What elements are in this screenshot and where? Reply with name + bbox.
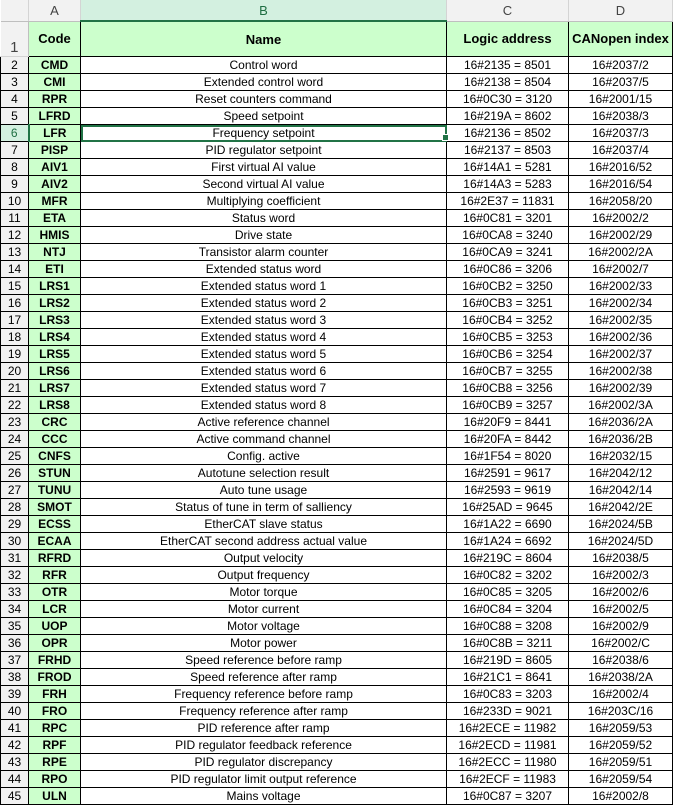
- code-cell[interactable]: FRHD: [29, 652, 81, 669]
- canopen-index-cell[interactable]: 16#2038/3: [569, 108, 673, 125]
- canopen-index-cell[interactable]: 16#2002/4: [569, 686, 673, 703]
- name-cell[interactable]: Config. active: [81, 448, 447, 465]
- code-cell[interactable]: LRS8: [29, 397, 81, 414]
- canopen-index-cell[interactable]: 16#2002/33: [569, 278, 673, 295]
- table-header-row: [1, 21, 673, 57]
- name-cell[interactable]: Reset counters command: [81, 91, 447, 108]
- logic-address-cell[interactable]: 16#20F9 = 8441: [447, 414, 569, 431]
- logic-address-cell[interactable]: 16#1A22 = 6690: [447, 516, 569, 533]
- logic-address-cell[interactable]: 16#1A24 = 6692: [447, 533, 569, 550]
- name-cell[interactable]: PID reference after ramp: [81, 720, 447, 737]
- code-cell[interactable]: CMI: [29, 74, 81, 91]
- name-cell[interactable]: Motor current: [81, 601, 447, 618]
- canopen-index-cell[interactable]: 16#2002/29: [569, 227, 673, 244]
- table-row: [1, 397, 673, 414]
- logic-address-cell[interactable]: 16#1F54 = 8020: [447, 448, 569, 465]
- canopen-index-cell[interactable]: 16#2037/2: [569, 57, 673, 74]
- name-cell[interactable]: Motor power: [81, 635, 447, 652]
- row-number[interactable]: 10: [1, 193, 29, 210]
- canopen-index-cell[interactable]: 16#2059/54: [569, 771, 673, 788]
- code-cell[interactable]: FRO: [29, 703, 81, 720]
- table-row: [1, 499, 673, 516]
- logic-address-cell[interactable]: 16#20FA = 8442: [447, 431, 569, 448]
- row-number[interactable]: 34: [1, 601, 29, 618]
- canopen-index-cell[interactable]: 16#2059/52: [569, 737, 673, 754]
- code-cell[interactable]: LCR: [29, 601, 81, 618]
- code-cell[interactable]: ETA: [29, 210, 81, 227]
- logic-address-cell[interactable]: 16#0CA8 = 3240: [447, 227, 569, 244]
- name-cell[interactable]: PID regulator setpoint: [81, 142, 447, 159]
- canopen-index-cell[interactable]: 16#203C/16: [569, 703, 673, 720]
- row-number[interactable]: 40: [1, 703, 29, 720]
- column-header-b[interactable]: B: [81, 0, 447, 21]
- logic-address-cell[interactable]: 16#25AD = 9645: [447, 499, 569, 516]
- canopen-index-cell[interactable]: 16#2002/6: [569, 584, 673, 601]
- row-number[interactable]: 6: [1, 125, 29, 142]
- code-cell[interactable]: LRS4: [29, 329, 81, 346]
- table-row: [1, 142, 673, 159]
- canopen-index-cell[interactable]: 16#2002/C: [569, 635, 673, 652]
- logic-address-cell[interactable]: 16#0CB2 = 3250: [447, 278, 569, 295]
- row-number[interactable]: 3: [1, 74, 29, 91]
- canopen-index-cell[interactable]: 16#2002/39: [569, 380, 673, 397]
- table-row: [1, 448, 673, 465]
- table-row: [1, 329, 673, 346]
- code-cell[interactable]: LRS3: [29, 312, 81, 329]
- logic-address-cell[interactable]: 16#0CB4 = 3252: [447, 312, 569, 329]
- name-cell[interactable]: Drive state: [81, 227, 447, 244]
- name-cell[interactable]: PID regulator discrepancy: [81, 754, 447, 771]
- logic-address-cell[interactable]: 16#219C = 8604: [447, 550, 569, 567]
- logic-address-cell[interactable]: 16#0C86 = 3206: [447, 261, 569, 278]
- code-cell[interactable]: ECAA: [29, 533, 81, 550]
- canopen-index-cell[interactable]: 16#2037/3: [569, 125, 673, 142]
- row-number[interactable]: 11: [1, 210, 29, 227]
- code-cell[interactable]: RPE: [29, 754, 81, 771]
- table-row: [1, 244, 673, 261]
- code-cell[interactable]: OPR: [29, 635, 81, 652]
- code-cell[interactable]: RFR: [29, 567, 81, 584]
- name-cell[interactable]: Autotune selection result: [81, 465, 447, 482]
- logic-address-cell[interactable]: 16#0CB9 = 3257: [447, 397, 569, 414]
- row-number[interactable]: 2: [1, 57, 29, 74]
- row-number[interactable]: 45: [1, 788, 29, 805]
- row-number[interactable]: 35: [1, 618, 29, 635]
- logic-address-cell[interactable]: 16#2593 = 9619: [447, 482, 569, 499]
- name-cell[interactable]: Motor voltage: [81, 618, 447, 635]
- row-number[interactable]: 4: [1, 91, 29, 108]
- name-cell[interactable]: Extended control word: [81, 74, 447, 91]
- logic-address-cell[interactable]: 16#0C30 = 3120: [447, 91, 569, 108]
- name-cell[interactable]: Frequency reference before ramp: [81, 686, 447, 703]
- name-cell[interactable]: Active reference channel: [81, 414, 447, 431]
- logic-address-cell[interactable]: 16#2ECD = 11981: [447, 737, 569, 754]
- table-row: [1, 482, 673, 499]
- row-number[interactable]: 15: [1, 278, 29, 295]
- row-number[interactable]: 8: [1, 159, 29, 176]
- logic-address-cell[interactable]: 16#0C82 = 3202: [447, 567, 569, 584]
- canopen-index-cell[interactable]: 16#2042/2E: [569, 499, 673, 516]
- canopen-index-cell[interactable]: 16#2037/4: [569, 142, 673, 159]
- logic-address-cell[interactable]: 16#0C83 = 3203: [447, 686, 569, 703]
- logic-address-cell[interactable]: 16#2137 = 8503: [447, 142, 569, 159]
- code-cell[interactable]: RPF: [29, 737, 81, 754]
- row-number[interactable]: 25: [1, 448, 29, 465]
- name-cell[interactable]: Extended status word 7: [81, 380, 447, 397]
- code-cell[interactable]: PISP: [29, 142, 81, 159]
- code-cell[interactable]: LRS7: [29, 380, 81, 397]
- table-row: [1, 754, 673, 771]
- canopen-index-cell[interactable]: 16#2002/2A: [569, 244, 673, 261]
- name-cell[interactable]: Mains voltage: [81, 788, 447, 805]
- logic-address-cell[interactable]: 16#2ECE = 11982: [447, 720, 569, 737]
- logic-address-cell[interactable]: 16#0C88 = 3208: [447, 618, 569, 635]
- table-row: [1, 584, 673, 601]
- code-cell[interactable]: LFR: [29, 125, 81, 142]
- header-name[interactable]: Name: [81, 21, 447, 57]
- logic-address-cell[interactable]: 16#219A = 8602: [447, 108, 569, 125]
- name-cell[interactable]: Extended status word 5: [81, 346, 447, 363]
- row-number[interactable]: 38: [1, 669, 29, 686]
- code-cell[interactable]: LRS1: [29, 278, 81, 295]
- table-row: [1, 516, 673, 533]
- table-row: [1, 652, 673, 669]
- code-cell[interactable]: OTR: [29, 584, 81, 601]
- code-cell[interactable]: AIV2: [29, 176, 81, 193]
- code-cell[interactable]: RPR: [29, 91, 81, 108]
- name-cell[interactable]: Status of tune in term of salliency: [81, 499, 447, 516]
- code-cell[interactable]: FROD: [29, 669, 81, 686]
- canopen-index-cell[interactable]: 16#2002/38: [569, 363, 673, 380]
- row-number[interactable]: 31: [1, 550, 29, 567]
- code-cell[interactable]: UOP: [29, 618, 81, 635]
- canopen-index-cell[interactable]: 16#2058/20: [569, 193, 673, 210]
- logic-address-cell[interactable]: 16#0C84 = 3204: [447, 601, 569, 618]
- row-number[interactable]: 23: [1, 414, 29, 431]
- table-row: [1, 227, 673, 244]
- code-cell[interactable]: CNFS: [29, 448, 81, 465]
- table-row: [1, 618, 673, 635]
- table-row: [1, 669, 673, 686]
- code-cell[interactable]: RFRD: [29, 550, 81, 567]
- table-row: [1, 210, 673, 227]
- row-number[interactable]: 14: [1, 261, 29, 278]
- name-cell[interactable]: Extended status word 8: [81, 397, 447, 414]
- table-row: [1, 74, 673, 91]
- code-cell[interactable]: ULN: [29, 788, 81, 805]
- logic-address-cell[interactable]: 16#2E37 = 11831: [447, 193, 569, 210]
- name-cell[interactable]: Extended status word 2: [81, 295, 447, 312]
- header-code[interactable]: Code: [29, 21, 81, 57]
- name-cell[interactable]: Motor torque: [81, 584, 447, 601]
- row-number[interactable]: 21: [1, 380, 29, 397]
- code-cell[interactable]: NTJ: [29, 244, 81, 261]
- table-row: [1, 108, 673, 125]
- canopen-index-cell[interactable]: 16#2002/35: [569, 312, 673, 329]
- code-cell[interactable]: ETI: [29, 261, 81, 278]
- logic-address-cell[interactable]: 16#0CB8 = 3256: [447, 380, 569, 397]
- canopen-index-cell[interactable]: 16#2002/5: [569, 601, 673, 618]
- name-cell[interactable]: Speed setpoint: [81, 108, 447, 125]
- name-cell[interactable]: Status word: [81, 210, 447, 227]
- logic-address-cell[interactable]: 16#0C87 = 3207: [447, 788, 569, 805]
- canopen-index-cell[interactable]: 16#2024/5B: [569, 516, 673, 533]
- code-cell[interactable]: CRC: [29, 414, 81, 431]
- canopen-index-cell[interactable]: 16#2002/2: [569, 210, 673, 227]
- table-row: [1, 193, 673, 210]
- code-cell[interactable]: LRS5: [29, 346, 81, 363]
- column-header-d[interactable]: D: [569, 0, 673, 21]
- column-header-a[interactable]: A: [29, 0, 81, 21]
- name-cell[interactable]: Speed reference before ramp: [81, 652, 447, 669]
- name-cell[interactable]: Multiplying coefficient: [81, 193, 447, 210]
- canopen-index-cell[interactable]: 16#2002/36: [569, 329, 673, 346]
- name-cell[interactable]: EtherCAT slave status: [81, 516, 447, 533]
- logic-address-cell[interactable]: 16#0CB3 = 3251: [447, 295, 569, 312]
- row-number[interactable]: 39: [1, 686, 29, 703]
- row-number[interactable]: 27: [1, 482, 29, 499]
- name-cell[interactable]: Extended status word 3: [81, 312, 447, 329]
- code-cell[interactable]: LRS2: [29, 295, 81, 312]
- table-row: [1, 635, 673, 652]
- row-number[interactable]: 43: [1, 754, 29, 771]
- canopen-index-cell[interactable]: 16#2016/52: [569, 159, 673, 176]
- row-number[interactable]: 17: [1, 312, 29, 329]
- canopen-index-cell[interactable]: 16#2038/5: [569, 550, 673, 567]
- logic-address-cell[interactable]: 16#0C81 = 3201: [447, 210, 569, 227]
- canopen-index-cell[interactable]: 16#2038/6: [569, 652, 673, 669]
- code-cell[interactable]: STUN: [29, 465, 81, 482]
- row-number[interactable]: 5: [1, 108, 29, 125]
- code-cell[interactable]: RPC: [29, 720, 81, 737]
- name-cell[interactable]: Transistor alarm counter: [81, 244, 447, 261]
- header-canopen-index[interactable]: CANopen index: [569, 21, 673, 57]
- column-header-row: [1, 0, 673, 21]
- code-cell[interactable]: HMIS: [29, 227, 81, 244]
- canopen-index-cell[interactable]: 16#2042/12: [569, 465, 673, 482]
- canopen-index-cell[interactable]: 16#2038/2A: [569, 669, 673, 686]
- row-number[interactable]: 18: [1, 329, 29, 346]
- row-number[interactable]: 44: [1, 771, 29, 788]
- name-cell[interactable]: First virtual AI value: [81, 159, 447, 176]
- logic-address-cell[interactable]: 16#0CB7 = 3255: [447, 363, 569, 380]
- canopen-index-cell[interactable]: 16#2002/3: [569, 567, 673, 584]
- row-number[interactable]: 42: [1, 737, 29, 754]
- name-cell[interactable]: Extended status word 4: [81, 329, 447, 346]
- table-row: [1, 431, 673, 448]
- row-number[interactable]: 36: [1, 635, 29, 652]
- table-row: [1, 312, 673, 329]
- canopen-index-cell[interactable]: 16#2001/15: [569, 91, 673, 108]
- row-number[interactable]: 41: [1, 720, 29, 737]
- canopen-index-cell[interactable]: 16#2032/15: [569, 448, 673, 465]
- header-logic-address[interactable]: Logic address: [447, 21, 569, 57]
- name-cell[interactable]: Extended status word 6: [81, 363, 447, 380]
- code-cell[interactable]: AIV1: [29, 159, 81, 176]
- row-number[interactable]: 37: [1, 652, 29, 669]
- fill-handle[interactable]: [442, 134, 449, 141]
- code-cell[interactable]: MFR: [29, 193, 81, 210]
- row-number[interactable]: 32: [1, 567, 29, 584]
- name-cell[interactable]: Frequency setpoint: [81, 125, 447, 142]
- logic-address-cell[interactable]: 16#0CB5 = 3253: [447, 329, 569, 346]
- logic-address-cell[interactable]: 16#2591 = 9617: [447, 465, 569, 482]
- code-cell[interactable]: CCC: [29, 431, 81, 448]
- table-row: [1, 295, 673, 312]
- row-number[interactable]: 12: [1, 227, 29, 244]
- table-row: [1, 57, 673, 74]
- row-number[interactable]: 22: [1, 397, 29, 414]
- code-cell[interactable]: CMD: [29, 57, 81, 74]
- row-number[interactable]: 33: [1, 584, 29, 601]
- row-number[interactable]: 9: [1, 176, 29, 193]
- row-number[interactable]: 19: [1, 346, 29, 363]
- column-header-c[interactable]: C: [447, 0, 569, 21]
- logic-address-cell[interactable]: 16#21C1 = 8641: [447, 669, 569, 686]
- row-number[interactable]: 13: [1, 244, 29, 261]
- name-cell[interactable]: Output velocity: [81, 550, 447, 567]
- select-all-corner[interactable]: [1, 0, 29, 21]
- name-cell[interactable]: Frequency reference after ramp: [81, 703, 447, 720]
- canopen-index-cell[interactable]: 16#2036/2A: [569, 414, 673, 431]
- row-number[interactable]: 7: [1, 142, 29, 159]
- logic-address-cell[interactable]: 16#2136 = 8502: [447, 125, 569, 142]
- name-cell[interactable]: Second virtual AI value: [81, 176, 447, 193]
- name-cell[interactable]: Speed reference after ramp: [81, 669, 447, 686]
- logic-address-cell[interactable]: 16#2ECF = 11983: [447, 771, 569, 788]
- table-row: [1, 567, 673, 584]
- logic-address-cell[interactable]: 16#219D = 8605: [447, 652, 569, 669]
- code-cell[interactable]: SMOT: [29, 499, 81, 516]
- table-row: [1, 737, 673, 754]
- code-cell[interactable]: FRH: [29, 686, 81, 703]
- canopen-index-cell[interactable]: 16#2036/2B: [569, 431, 673, 448]
- table-row: [1, 601, 673, 618]
- canopen-index-cell[interactable]: 16#2042/14: [569, 482, 673, 499]
- table-row: [1, 346, 673, 363]
- canopen-index-cell[interactable]: 16#2059/51: [569, 754, 673, 771]
- logic-address-cell[interactable]: 16#0CA9 = 3241: [447, 244, 569, 261]
- canopen-index-cell[interactable]: 16#2037/5: [569, 74, 673, 91]
- table-row: [1, 550, 673, 567]
- name-cell[interactable]: Output frequency: [81, 567, 447, 584]
- code-cell[interactable]: ECSS: [29, 516, 81, 533]
- table-row: [1, 686, 673, 703]
- table-row: [1, 125, 673, 142]
- canopen-index-cell[interactable]: 16#2002/7: [569, 261, 673, 278]
- row-number[interactable]: 16: [1, 295, 29, 312]
- table-row: [1, 278, 673, 295]
- canopen-index-cell[interactable]: 16#2002/34: [569, 295, 673, 312]
- row-number[interactable]: 29: [1, 516, 29, 533]
- row-number[interactable]: 28: [1, 499, 29, 516]
- code-cell[interactable]: TUNU: [29, 482, 81, 499]
- canopen-index-cell[interactable]: 16#2024/5D: [569, 533, 673, 550]
- name-cell[interactable]: Active command channel: [81, 431, 447, 448]
- table-row: [1, 91, 673, 108]
- name-cell[interactable]: Extended status word 1: [81, 278, 447, 295]
- table-row: [1, 176, 673, 193]
- table-row: [1, 363, 673, 380]
- table-row: [1, 465, 673, 482]
- canopen-index-cell[interactable]: 16#2002/9: [569, 618, 673, 635]
- logic-address-cell[interactable]: 16#2135 = 8501: [447, 57, 569, 74]
- row-number[interactable]: 30: [1, 533, 29, 550]
- table-row: [1, 533, 673, 550]
- table-row: [1, 159, 673, 176]
- row-number[interactable]: 26: [1, 465, 29, 482]
- table-row: [1, 720, 673, 737]
- code-cell[interactable]: LRS6: [29, 363, 81, 380]
- canopen-index-cell[interactable]: 16#2016/54: [569, 176, 673, 193]
- logic-address-cell[interactable]: 16#2ECC = 11980: [447, 754, 569, 771]
- name-cell[interactable]: Auto tune usage: [81, 482, 447, 499]
- row-number[interactable]: 24: [1, 431, 29, 448]
- row-number[interactable]: 20: [1, 363, 29, 380]
- name-cell[interactable]: Control word: [81, 57, 447, 74]
- canopen-index-cell[interactable]: 16#2002/3A: [569, 397, 673, 414]
- canopen-index-cell[interactable]: 16#2059/53: [569, 720, 673, 737]
- logic-address-cell[interactable]: 16#2138 = 8504: [447, 74, 569, 91]
- table-row: [1, 788, 673, 805]
- row-number[interactable]: 1: [1, 21, 29, 57]
- table-row: [1, 414, 673, 431]
- code-cell[interactable]: LFRD: [29, 108, 81, 125]
- table-row: [1, 703, 673, 720]
- table-row: [1, 380, 673, 397]
- logic-address-cell[interactable]: 16#14A3 = 5283: [447, 176, 569, 193]
- logic-address-cell[interactable]: 16#14A1 = 5281: [447, 159, 569, 176]
- table-row: [1, 261, 673, 278]
- name-cell[interactable]: EtherCAT second address actual value: [81, 533, 447, 550]
- logic-address-cell[interactable]: 16#0CB6 = 3254: [447, 346, 569, 363]
- canopen-index-cell[interactable]: 16#2002/37: [569, 346, 673, 363]
- name-cell[interactable]: PID regulator feedback reference: [81, 737, 447, 754]
- logic-address-cell[interactable]: 16#0C8B = 3211: [447, 635, 569, 652]
- canopen-index-cell[interactable]: 16#2002/8: [569, 788, 673, 805]
- name-cell[interactable]: Extended status word: [81, 261, 447, 278]
- name-cell[interactable]: PID regulator limit output reference: [81, 771, 447, 788]
- table-row: [1, 771, 673, 788]
- logic-address-cell[interactable]: 16#0C85 = 3205: [447, 584, 569, 601]
- code-cell[interactable]: RPO: [29, 771, 81, 788]
- logic-address-cell[interactable]: 16#233D = 9021: [447, 703, 569, 720]
